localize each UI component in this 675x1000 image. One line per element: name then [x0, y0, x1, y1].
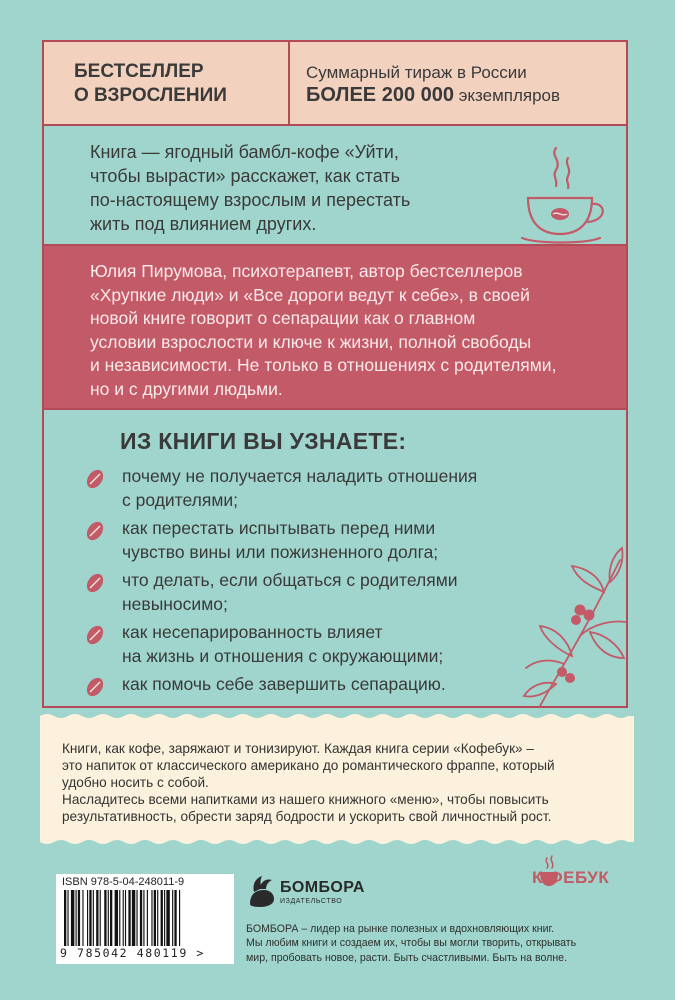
- circulation-number: БОЛЕЕ 200 000: [306, 84, 454, 106]
- barcode-digits: 9 785042 480119 >: [60, 946, 205, 960]
- barcode-bars: [62, 890, 228, 946]
- barcode-bar: [174, 890, 176, 946]
- barcode-bar: [143, 890, 144, 946]
- list-item: [84, 620, 544, 668]
- banner-divider: [288, 42, 290, 124]
- barcode-bar: [82, 890, 83, 946]
- list-item-line: что делать, если общаться с родителями: [122, 570, 458, 590]
- barcode-bar: [179, 890, 180, 946]
- learn-heading: ИЗ КНИГИ ВЫ УЗНАЕТЕ:: [120, 428, 407, 454]
- isbn-text: ISBN 978-5-04-248011-9: [62, 876, 185, 888]
- barcode: [56, 874, 234, 964]
- barcode-bar: [71, 890, 74, 946]
- barcode-bar: [140, 890, 142, 946]
- coffee-branch-icon: [520, 540, 630, 710]
- barcode-bar: [87, 890, 88, 946]
- list-item: [84, 464, 544, 512]
- circulation-info: [306, 62, 616, 107]
- barcode-bar: [172, 890, 173, 946]
- intro-line: чтобы вырасти» расскажет, как стать: [90, 166, 400, 186]
- circulation-label: Суммарный тираж в России: [306, 63, 527, 82]
- publisher-line: мир, пробовать новое, расти. Быть счастливыми. Быть на волне.: [246, 951, 568, 964]
- barcode-bar: [89, 890, 91, 946]
- author-line: Юлия Пирумова, психотерапевт, автор бестселлеров: [90, 261, 523, 281]
- series-line: Насладитесь всеми напитками из нашего книжного «меню», чтобы повысить: [62, 792, 549, 807]
- learn-list: [84, 464, 544, 700]
- barcode-bar: [154, 890, 156, 946]
- intro-paragraph: [90, 140, 520, 236]
- coffee-bean-icon: [84, 572, 106, 594]
- list-item: [84, 516, 544, 564]
- barcode-bar: [136, 890, 137, 946]
- author-line: «Хрупкие люди» и «Все дороги ведут к себе», в своей: [90, 284, 530, 305]
- author-paragraph: [90, 260, 610, 401]
- intro-line: жить под влиянием других.: [90, 214, 317, 234]
- circulation-value-line: [306, 84, 616, 107]
- list-item-line: как несепарированность влияет: [122, 622, 383, 642]
- coffee-bean-icon: [84, 676, 106, 698]
- list-item-line: чувство вины или пожизненного долга;: [122, 542, 439, 562]
- list-item: [84, 568, 544, 616]
- coffee-bean-icon: [84, 624, 106, 646]
- barcode-bar: [151, 890, 152, 946]
- intro-line: по-настоящему взрослым и перестать: [90, 190, 411, 210]
- list-item-line: невыносимо;: [122, 594, 228, 614]
- barcode-bar: [166, 890, 169, 946]
- barcode-bar: [128, 890, 130, 946]
- barcode-bar: [104, 890, 106, 946]
- author-line: и независимости. Не только в отношениях с родителями,: [90, 355, 557, 375]
- kofebuk-logo: К ФЕБУК: [532, 868, 610, 887]
- bombora-logo-icon: [246, 874, 276, 908]
- bestseller-line-1: БЕСТСЕЛЛЕР: [74, 61, 204, 82]
- publisher-name: БОМБОРА: [280, 879, 365, 896]
- top-banner: [44, 42, 626, 126]
- author-line: условии взрослости и ключе к жизни, полной свободы: [90, 331, 532, 352]
- series-line: удобно носить с собой.: [62, 775, 209, 790]
- barcode-bar: [119, 890, 120, 946]
- barcode-bar: [115, 890, 118, 946]
- bestseller-badge: [74, 60, 274, 108]
- series-description: [62, 740, 622, 825]
- barcode-bar: [108, 890, 109, 946]
- barcode-bar: [123, 890, 124, 946]
- circulation-unit: экземпляров: [454, 86, 561, 105]
- ticket-bottom-edge: [40, 838, 634, 846]
- barcode-bar: [67, 890, 68, 946]
- list-item-line: как перестать испытывать перед ними: [122, 518, 436, 538]
- barcode-bar: [164, 890, 165, 946]
- barcode-bar: [93, 890, 94, 946]
- list-item-line: как помочь себе завершить сепарацию.: [122, 674, 446, 694]
- publisher-subtitle: ИЗДАТЕЛЬСТВО: [280, 898, 343, 905]
- barcode-bar: [157, 890, 158, 946]
- barcode-bar: [147, 890, 148, 946]
- barcode-bar: [64, 890, 66, 946]
- series-line: результативность, обрести заряд бодрости и ускорить свой личностный рост.: [62, 809, 552, 824]
- intro-line: Книга — ягодный бамбл-кофе «Уйти,: [90, 142, 399, 162]
- author-line: новой книге говорит о сепарации как о главном: [90, 308, 476, 328]
- publisher-line: БОМБОРА – лидер на рынке полезных и вдохновляющих книг.: [246, 923, 555, 935]
- barcode-bar: [100, 890, 101, 946]
- list-item: [84, 672, 544, 696]
- coffee-bean-icon: [84, 520, 106, 542]
- list-item-line: на жизнь и отношения с окружающими;: [122, 646, 444, 666]
- barcode-bar: [125, 890, 126, 946]
- author-line: но и с другими людьми.: [90, 378, 283, 399]
- publisher-line: Мы любим книги и создаем их, чтобы вы могли творить, открывать: [246, 937, 577, 950]
- publisher-description: [246, 922, 636, 965]
- barcode-bar: [110, 890, 112, 946]
- ticket-top-edge: [40, 712, 634, 720]
- barcode-bar: [161, 890, 163, 946]
- list-item-line: почему не получается наладить отношения: [122, 466, 478, 486]
- list-item-line: с родителями;: [122, 490, 239, 510]
- barcode-bar: [76, 890, 77, 946]
- series-line: это напиток от классического американо до романтического фраппе, который: [62, 758, 555, 773]
- coffee-cup-icon: [518, 142, 610, 246]
- series-ticket: [40, 718, 634, 840]
- barcode-bar: [96, 890, 98, 946]
- barcode-bar: [132, 890, 135, 946]
- author-band: [44, 244, 626, 410]
- bestseller-line-2: О ВЗРОСЛЕНИИ: [74, 85, 227, 106]
- series-line: Книги, как кофе, заряжают и тонизируют. Каждая книга серии «Кофебук» –: [62, 741, 534, 756]
- coffee-bean-icon: [84, 468, 106, 490]
- barcode-bar: [78, 890, 80, 946]
